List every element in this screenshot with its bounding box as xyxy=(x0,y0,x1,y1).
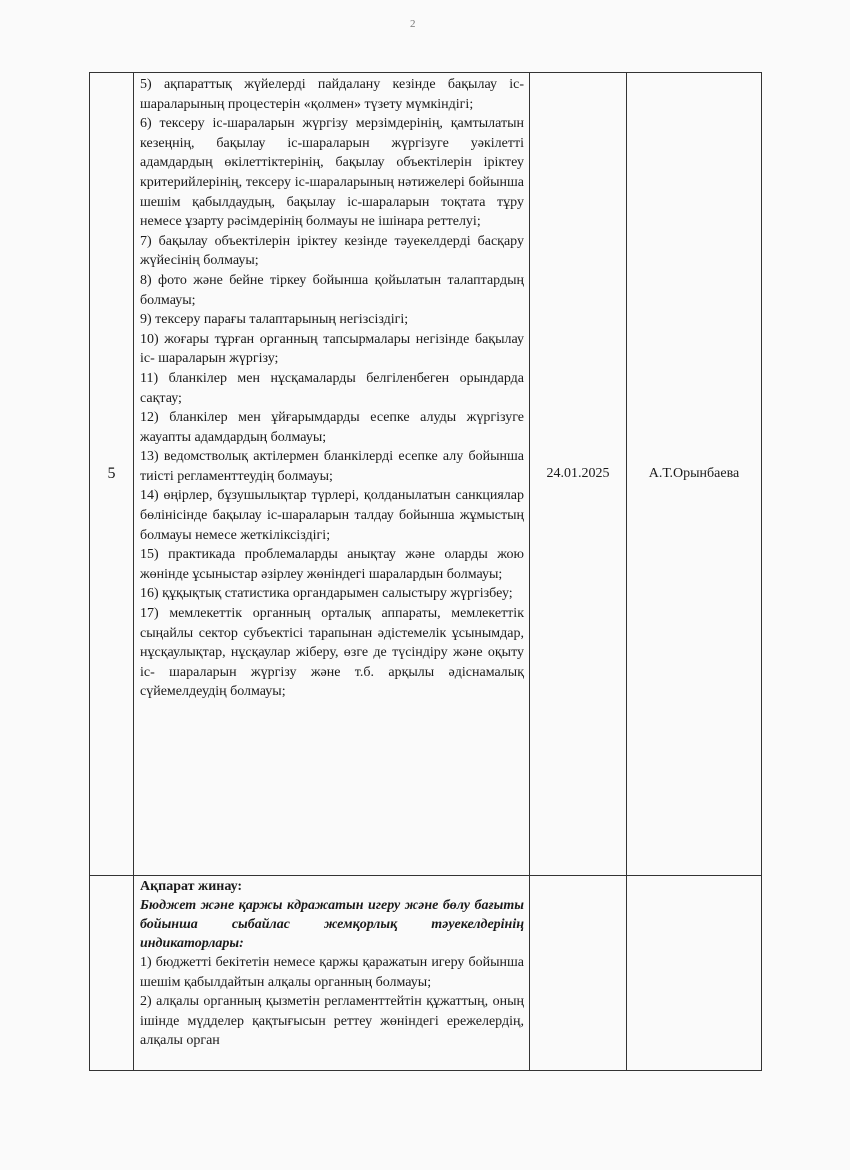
list-item: 9) тексеру парағы талаптарының негізсіздігі; xyxy=(140,312,409,328)
date-cell-empty xyxy=(530,876,627,1071)
list-item: 15) практикада проблемаларды анықтау және оларды жою жөнінде ұсыныстар әзірлеу жөніндегі шаралардын болмауы; xyxy=(140,547,524,582)
list-item: 12) бланкілер мен ұйғарымдарды есепке алуды жүргізуге жауапты адамдардың болмауы; xyxy=(140,410,524,445)
document-table xyxy=(89,72,762,1071)
list-item: 1) бюджетті бекітетін немесе қаржы қаражатын игеру бойынша шешім қабылдайтын алқалы органның болмауы; xyxy=(140,955,524,990)
list-item: 2) алқалы органның қызметін регламенттейтін құжаттың, оның ішінде мүдделер қақтығысын реттеу жөніндегі ережелердің, алқалы орган xyxy=(140,994,524,1049)
section-heading: Ақпарат жинау: xyxy=(140,879,243,894)
list-item: 6) тексеру іс-шараларын жүргізу мерзімдерінің, қамтылатын кезеңнің, бақылау іс-шараларын жүргізуге уәкілетті адамдардың өкілеттіктерінің, бақылау объектілерін іріктеу критерийлерінің, тексеру іс-шараларының нәтижелері бойынша шешім қабылдаудың, бақылау іс-шараларын тоқтата тұру немесе ұзарту рәсімдерінің болмауы не ішінара реттелуі; xyxy=(140,116,524,230)
list-item: 17) мемлекеттік органның орталық аппараты, мемлекеттік сыңайлы сектор субъектісі тарапынан әдістемелік ұсынымдар, нұсқаулықтар, нұсқаулар жіберу, өзге де түсіндіру және оқыту іс- шараларын жүргізу және т.б. арқылы әдіснамалық сүйемелдеудің болмауы; xyxy=(140,606,524,700)
page-number: 2 xyxy=(410,18,416,30)
section-subheading: Бюджет және қаржы кдражатын игеру және бөлу бағыты бойынша сыбайлас жемқорлық тәуекелдерінің индикаторлары: xyxy=(140,898,524,951)
date-cell: 24.01.2025 xyxy=(530,73,627,876)
risk-list-cell xyxy=(134,73,530,876)
list-item: 13) ведомстволық актілермен бланкілерді есепке алу бойынша тиісті регламенттеудің болмауы; xyxy=(140,449,524,484)
row-number: 5 xyxy=(90,73,134,876)
table-row xyxy=(90,876,762,1071)
list-item: 14) өңірлер, бұзушылықтар түрлері, қолданылатын санкциялар бөлінісінде бақылау іс-шараларын талдау бойынша жұмыстың болмауы немесе жеткіліксіздігі; xyxy=(140,488,524,543)
table-row xyxy=(90,73,762,876)
responsible-person-cell-empty xyxy=(627,876,762,1071)
list-item: 16) құқықтық статистика органдарымен салыстыру жүргізбеу; xyxy=(140,586,513,602)
list-item: 5) ақпараттық жүйелерді пайдалану кезінде бақылау іс- шараларының процестерін «қолмен» түзету мүмкіндігі; xyxy=(140,77,524,112)
info-collection-cell xyxy=(134,876,530,1071)
row-number-empty xyxy=(90,876,134,1071)
list-item: 8) фото және бейне тіркеу бойынша қойылатын талаптардың болмауы; xyxy=(140,272,524,308)
list-item: 7) бақылау объектілерін іріктеу кезінде тәуекелдерді басқару жүйесінің болмауы; xyxy=(140,233,524,269)
responsible-person-cell: А.Т.Орынбаева xyxy=(627,73,762,876)
list-item: 11) бланкілер мен нұсқамаларды белгіленбеген орындарда сақтау; xyxy=(140,370,524,406)
list-item: 10) жоғары тұрған органның тапсырмалары негізінде бақылау іс- шараларын жүргізу; xyxy=(140,331,524,367)
